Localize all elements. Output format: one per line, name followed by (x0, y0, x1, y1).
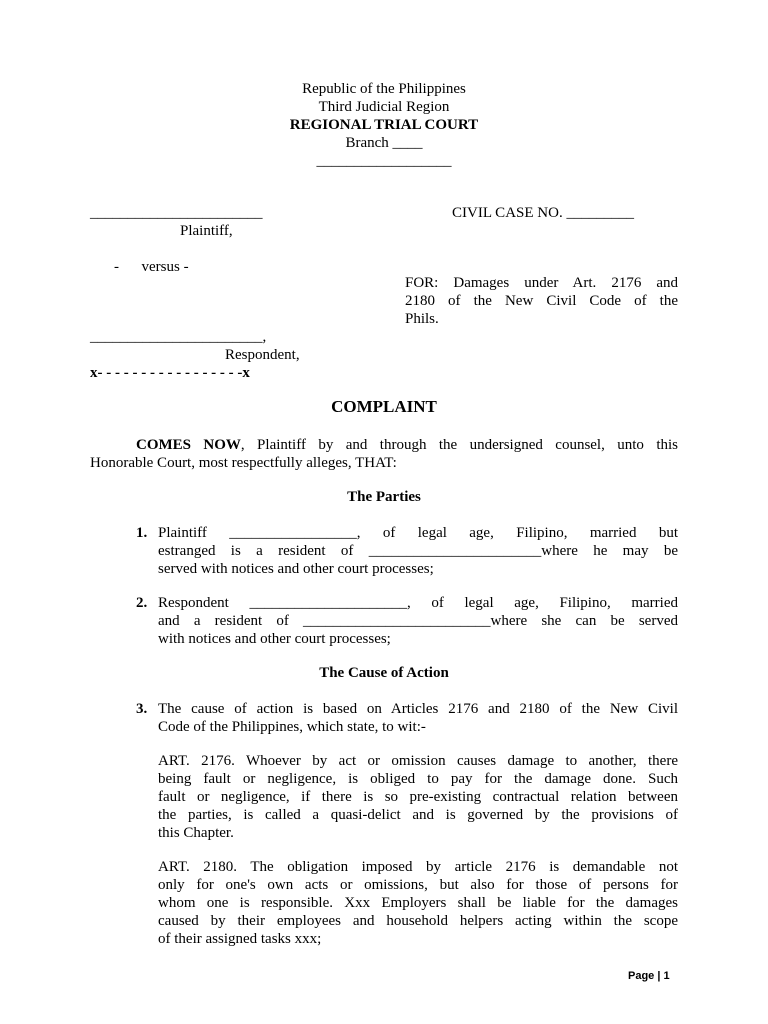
item-2-line: Respondent _____________________, of legal age, Filipino, married (158, 595, 678, 611)
case-nature-line: Phils. (405, 311, 439, 327)
page-footer (628, 967, 670, 985)
item-number: 1. (136, 525, 148, 541)
item-3-line: Code of the Philippines, which state, to wit:- (158, 719, 426, 735)
article-2180-line: only for one's own acts or omissions, but also for those of persons for (158, 877, 678, 893)
article-2180-line: caused by their employees and household helpers acting within the scope (158, 913, 678, 929)
item-number: 2. (136, 595, 148, 611)
article-2180-quote (158, 858, 678, 948)
section-heading-parties: The Parties (347, 489, 421, 505)
intro-line-2: Honorable Court, most respectfully alleges, THAT: (90, 455, 397, 471)
intro-comes-now: COMES NOW (136, 437, 241, 453)
page-footer-label: Page | (628, 970, 664, 982)
versus-label: - versus - (114, 259, 189, 275)
item-1-line: served with notices and other court processes; (158, 561, 434, 577)
court-header-republic: Republic of the Philippines (302, 81, 466, 97)
plaintiff-name-blank: _______________________ (90, 205, 263, 221)
article-2176-quote (158, 752, 678, 842)
case-nature (405, 274, 678, 328)
article-2176-line: this Chapter. (158, 825, 234, 841)
page-number: 1 (663, 970, 670, 982)
item-2-line: with notices and other court processes; (158, 631, 391, 647)
item-2-line: and a resident of _________________________where she can be served (158, 613, 678, 629)
article-2176-line: fault or negligence, if there is so pre-existing contractual relation between (158, 789, 678, 805)
item-1-line: Plaintiff _________________, of legal age, Filipino, married but (158, 525, 678, 541)
document-title: COMPLAINT (331, 397, 437, 416)
respondent-label: Respondent, (225, 347, 300, 363)
item-2-paragraph (158, 594, 678, 648)
court-header-branch: Branch ____ (345, 135, 423, 151)
article-2180-line: ART. 2180. The obligation imposed by article 2176 is demandable not (158, 859, 678, 875)
court-header-rtc: REGIONAL TRIAL COURT (289, 117, 479, 133)
court-header-blank-line: __________________ (316, 153, 452, 169)
intro-paragraph (90, 436, 678, 472)
case-nature-line: 2180 of the New Civil Code of the (405, 293, 678, 309)
item-number: 3. (136, 701, 148, 717)
article-2180-line: of their assigned tasks xxx; (158, 931, 322, 947)
item-1-line: estranged is a resident of _______________________where he may be (158, 543, 678, 559)
item-1-paragraph (158, 524, 678, 578)
case-nature-line: FOR: Damages under Art. 2176 and (405, 275, 678, 291)
article-2180-line: whom one is responsible. Xxx Employers shall be liable for the damages (158, 895, 678, 911)
item-3-line: The cause of action is based on Articles 2176 and 2180 of the New Civil (158, 701, 678, 717)
intro-line-1 (90, 436, 678, 454)
civil-case-number: CIVIL CASE NO. _________ (452, 205, 634, 221)
article-2176-line: being fault or negligence, is obliged to pay for the damage done. Such (158, 771, 678, 787)
article-2176-line: the parties, is called a quasi-delict and is governed by the provisions of (158, 807, 678, 823)
item-3-paragraph (158, 700, 678, 736)
respondent-name-blank: _______________________, (90, 329, 267, 345)
caption-x-line: x- - - - - - - - - - - - - - - - -x (90, 365, 250, 381)
intro-line-1-rest: , Plaintiff by and through the undersigned counsel, unto this (240, 437, 678, 453)
court-header-region: Third Judicial Region (318, 99, 450, 115)
article-2176-line: ART. 2176. Whoever by act or omission causes damage to another, there (158, 753, 678, 769)
section-heading-cause-of-action: The Cause of Action (319, 665, 449, 681)
plaintiff-label: Plaintiff, (180, 223, 233, 239)
